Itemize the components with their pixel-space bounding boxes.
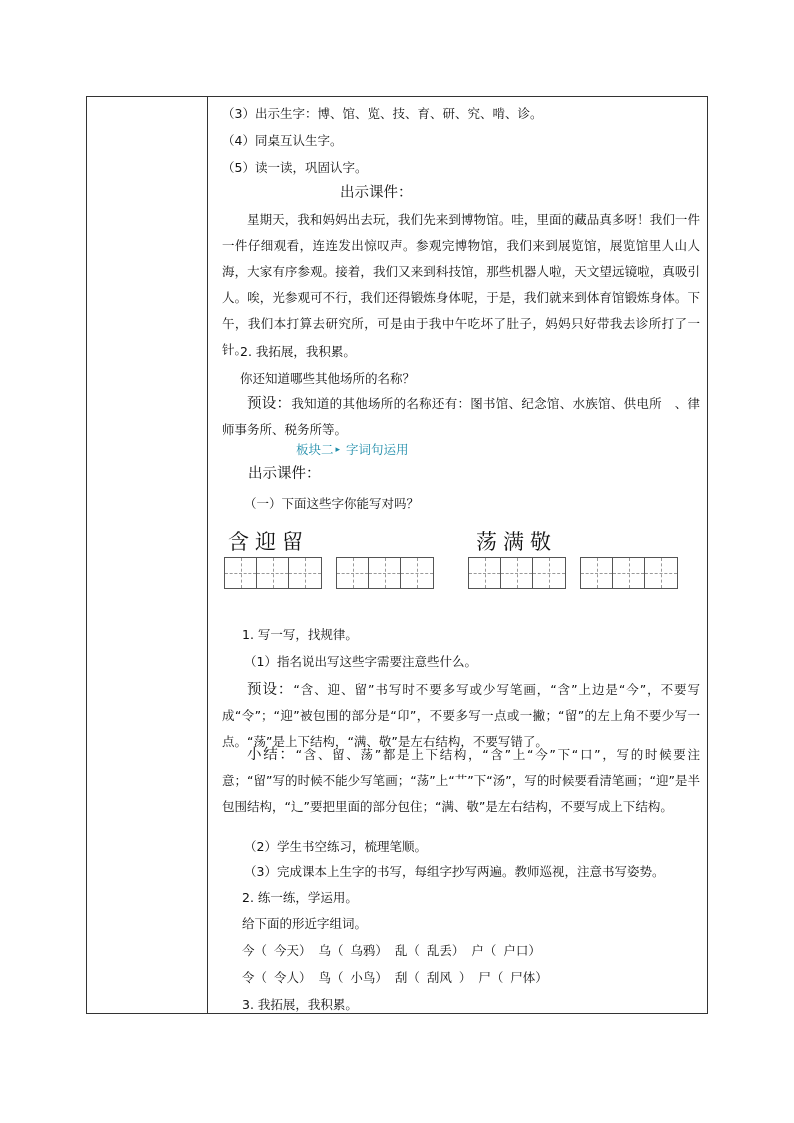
chevron-right-icon: ▸ xyxy=(335,445,341,455)
practice-heading: 2. 练一练，学运用。 xyxy=(242,890,358,905)
task-instruction: 给下面的形近字组词。 xyxy=(242,916,368,931)
grid-cell xyxy=(533,558,565,588)
grid-cell xyxy=(645,558,677,588)
summary-text: “含、留、荡”都是上下结构，“含”上“今”下“口”，写的时候要注意；“留”写的时候不能少写笔画；“荡”上“艹”下“汤”，写的时候要看清笔画；“迎”是半包围结构，“辶”要把里面的部分包住；“满、敬”是左右结构，不要写成上下结构。 xyxy=(222,747,700,814)
block-label: 板块二 xyxy=(296,442,334,457)
courseware-heading: 出示课件： xyxy=(340,185,413,201)
grid-cell xyxy=(581,558,613,588)
preset-label: 预设： xyxy=(247,396,292,412)
word-group-row-2: 令（ 令人） 鸟（ 小鸟） 刮（ 刮风 ） 尸（ 尸体） xyxy=(242,970,548,985)
point-three: （3）完成课本上生字的书写，每组字抄写两遍。教师巡视，注意书写姿势。 xyxy=(244,864,665,879)
step-show-characters: （3）出示生字：博、馆、览、技、育、研、究、啃、诊。 xyxy=(222,106,543,121)
courseware-heading-2: 出示课件： xyxy=(248,466,321,482)
step-read-consolidate: （5）读一读，巩固认字。 xyxy=(222,160,368,175)
grid-cell xyxy=(369,558,401,588)
grid-cell xyxy=(337,558,369,588)
write-find-pattern: 1. 写一写，找规律。 xyxy=(242,627,358,642)
block-title: 字词句运用 xyxy=(346,442,409,457)
grid-cell xyxy=(501,558,533,588)
writing-grid-3 xyxy=(468,557,566,589)
expand-heading: 2. 我拓展，我积累。 xyxy=(240,344,356,359)
places-question: 你还知道哪些其他场所的名称？ xyxy=(240,371,416,386)
summary-label: 小结： xyxy=(247,747,296,763)
grid-cell xyxy=(257,558,289,588)
step-peer-recognize: （4）同桌互认生字。 xyxy=(222,133,343,148)
table-column-divider xyxy=(207,96,208,1014)
characters-left: 含迎留 xyxy=(228,530,309,554)
writing-grid-2 xyxy=(336,557,434,589)
word-group-row-1: 今（ 今天） 乌（ 乌鸦） 乱（ 乱丢） 户（ 户口） xyxy=(242,943,541,958)
expand-heading-2: 3. 我拓展，我积累。 xyxy=(242,997,358,1012)
preset-text: 我知道的其他场所的名称还有：图书馆、纪念馆、水族馆、供电所 、律师事务所、税务所等。 xyxy=(222,396,700,437)
preset-label-2: 预设： xyxy=(247,682,294,698)
grid-cell xyxy=(613,558,645,588)
grid-cell xyxy=(225,558,257,588)
preset-text-2: “含、迎、留”书写时不要多写或少写笔画，“含”上边是“今”，不要写成“令”；“迎”被包围的部分是“卬”，不要多写一点或一撇；“留”的左上角不要少写一点。“荡”是上下结构，“满、敬”是左右结构，不要写错了。 xyxy=(222,682,700,749)
characters-right: 荡满敬 xyxy=(476,530,557,554)
writing-question: （一）下面这些字你能写对吗？ xyxy=(244,496,420,511)
point-two: （2）学生书空练习，梳理笔顺。 xyxy=(244,839,427,854)
writing-grid-4 xyxy=(580,557,678,589)
writing-grid-1 xyxy=(224,557,322,589)
point-one: （1）指名说出写这些字需要注意些什么。 xyxy=(244,654,477,669)
block-two-heading xyxy=(296,442,409,458)
grid-cell xyxy=(469,558,501,588)
grid-cell xyxy=(401,558,433,588)
summary-block xyxy=(222,742,700,820)
preset-places xyxy=(222,391,700,443)
story-passage: 星期天，我和妈妈出去玩，我们先来到博物馆。哇，里面的藏品真多呀！我们一件一件仔细观看，连连发出惊叹声。参观完博物馆，我们来到展览馆，展览馆里人山人海，大家有序参观。接着，我们又来到科技馆，那些机器人啦，天文望远镜啦，真吸引人。唉，光参观可不行，我们还得锻炼身体呢，于是，我们就来到体育馆锻炼身体。下午，我们本打算去研究所，可是由于我中午吃坏了肚子，妈妈只好带我去诊所打了一针。 xyxy=(222,212,700,357)
grid-cell xyxy=(289,558,321,588)
